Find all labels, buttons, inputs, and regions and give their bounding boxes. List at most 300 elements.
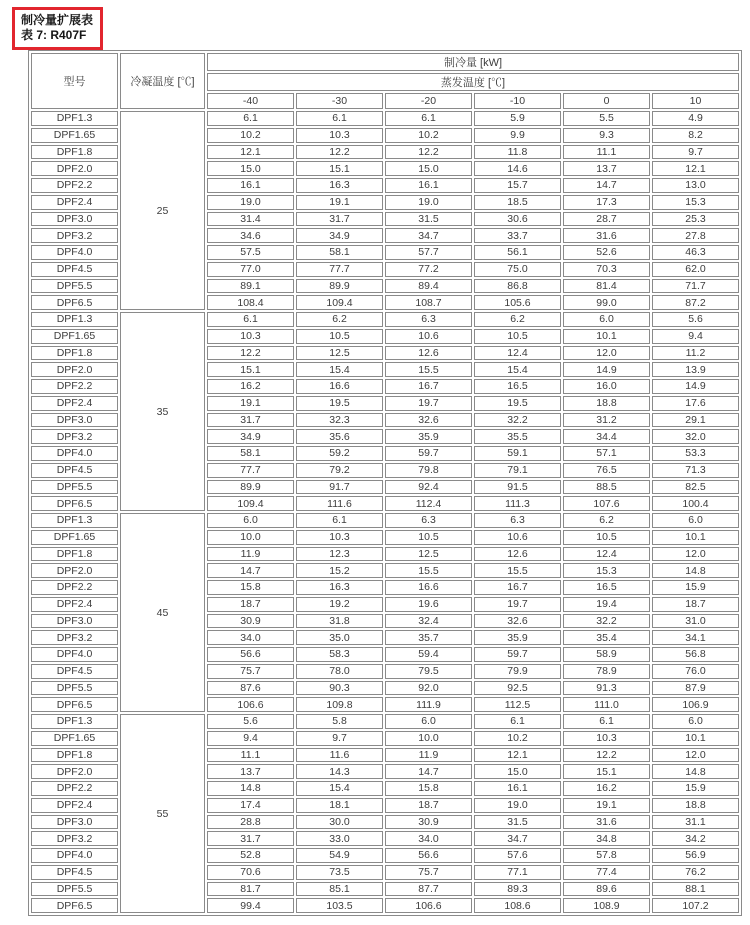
capacity-value-cell: 10.1 (563, 329, 650, 344)
capacity-value-cell: 16.2 (207, 379, 294, 394)
capacity-value-cell: 11.6 (296, 748, 383, 763)
capacity-value-cell: 15.1 (563, 764, 650, 779)
capacity-value-cell: 12.2 (296, 145, 383, 160)
capacity-value-cell: 25.3 (652, 212, 739, 227)
capacity-value-cell: 12.0 (652, 748, 739, 763)
capacity-value-cell: 16.5 (563, 580, 650, 595)
capacity-value-cell: 58.1 (207, 446, 294, 461)
capacity-value-cell: 14.7 (385, 764, 472, 779)
capacity-value-cell: 77.7 (296, 262, 383, 277)
capacity-value-cell: 31.7 (207, 831, 294, 846)
model-cell: DPF3.0 (31, 614, 118, 629)
model-cell: DPF3.2 (31, 429, 118, 444)
model-cell: DPF2.0 (31, 161, 118, 176)
capacity-value-cell: 10.5 (563, 530, 650, 545)
capacity-value-cell: 76.2 (652, 865, 739, 880)
capacity-value-cell: 108.7 (385, 295, 472, 310)
capacity-value-cell: 27.8 (652, 228, 739, 243)
capacity-value-cell: 9.9 (474, 128, 561, 143)
capacity-value-cell: 56.8 (652, 647, 739, 662)
capacity-value-cell: 10.0 (207, 530, 294, 545)
capacity-value-cell: 6.0 (385, 714, 472, 729)
capacity-value-cell: 13.7 (563, 161, 650, 176)
capacity-value-cell: 11.8 (474, 145, 561, 160)
capacity-value-cell: 89.9 (296, 279, 383, 294)
capacity-value-cell: 19.0 (385, 195, 472, 210)
capacity-value-cell: 32.2 (563, 614, 650, 629)
capacity-value-cell: 15.1 (207, 362, 294, 377)
capacity-value-cell: 19.6 (385, 597, 472, 612)
capacity-value-cell: 57.5 (207, 245, 294, 260)
model-cell: DPF3.0 (31, 413, 118, 428)
evap-temp-col-minus30: -30 (296, 93, 383, 109)
capacity-value-cell: 59.4 (385, 647, 472, 662)
capacity-value-cell: 111.9 (385, 697, 472, 712)
capacity-value-cell: 11.1 (207, 748, 294, 763)
capacity-value-cell: 89.4 (385, 279, 472, 294)
capacity-value-cell: 13.7 (207, 764, 294, 779)
capacity-value-cell: 10.5 (296, 329, 383, 344)
capacity-value-cell: 10.0 (385, 731, 472, 746)
model-cell: DPF2.4 (31, 798, 118, 813)
capacity-value-cell: 32.6 (385, 413, 472, 428)
capacity-value-cell: 81.4 (563, 279, 650, 294)
capacity-value-cell: 57.6 (474, 848, 561, 863)
capacity-value-cell: 31.5 (474, 815, 561, 830)
table-row (31, 111, 739, 126)
capacity-value-cell: 59.7 (474, 647, 561, 662)
capacity-value-cell: 81.7 (207, 882, 294, 897)
evap-temp-col-minus40: -40 (207, 93, 294, 109)
table-row (31, 714, 739, 729)
model-cell: DPF4.5 (31, 463, 118, 478)
capacity-header: 制冷量 [kW] (207, 53, 739, 71)
capacity-value-cell: 100.4 (652, 496, 739, 511)
capacity-value-cell: 31.6 (563, 228, 650, 243)
model-cell: DPF2.2 (31, 781, 118, 796)
capacity-value-cell: 17.4 (207, 798, 294, 813)
capacity-value-cell: 28.7 (563, 212, 650, 227)
capacity-value-cell: 79.2 (296, 463, 383, 478)
capacity-value-cell: 15.0 (385, 161, 472, 176)
capacity-value-cell: 10.2 (207, 128, 294, 143)
capacity-value-cell: 15.3 (652, 195, 739, 210)
model-cell: DPF5.5 (31, 480, 118, 495)
capacity-value-cell: 12.1 (652, 161, 739, 176)
capacity-value-cell: 12.5 (385, 547, 472, 562)
capacity-value-cell: 11.1 (563, 145, 650, 160)
capacity-value-cell: 31.5 (385, 212, 472, 227)
model-cell: DPF2.4 (31, 396, 118, 411)
capacity-value-cell: 13.9 (652, 362, 739, 377)
capacity-value-cell: 89.6 (563, 882, 650, 897)
capacity-value-cell: 34.9 (296, 228, 383, 243)
model-cell: DPF2.0 (31, 362, 118, 377)
capacity-value-cell: 15.9 (652, 580, 739, 595)
evap-temp-col-0: 0 (563, 93, 650, 109)
capacity-value-cell: 34.7 (474, 831, 561, 846)
capacity-value-cell: 11.9 (385, 748, 472, 763)
capacity-value-cell: 6.2 (563, 513, 650, 528)
model-cell: DPF4.0 (31, 446, 118, 461)
capacity-value-cell: 58.9 (563, 647, 650, 662)
model-cell: DPF4.5 (31, 664, 118, 679)
capacity-value-cell: 19.0 (474, 798, 561, 813)
capacity-value-cell: 79.9 (474, 664, 561, 679)
capacity-value-cell: 5.9 (474, 111, 561, 126)
capacity-value-cell: 89.9 (207, 480, 294, 495)
capacity-value-cell: 13.0 (652, 178, 739, 193)
capacity-value-cell: 108.4 (207, 295, 294, 310)
capacity-value-cell: 6.0 (652, 714, 739, 729)
capacity-value-cell: 31.2 (563, 413, 650, 428)
capacity-value-cell: 6.3 (474, 513, 561, 528)
capacity-value-cell: 91.5 (474, 480, 561, 495)
capacity-value-cell: 16.3 (296, 580, 383, 595)
capacity-value-cell: 108.9 (563, 898, 650, 913)
capacity-value-cell: 34.7 (385, 228, 472, 243)
capacity-value-cell: 71.3 (652, 463, 739, 478)
capacity-value-cell: 10.2 (385, 128, 472, 143)
capacity-value-cell: 12.6 (474, 547, 561, 562)
model-cell: DPF6.5 (31, 496, 118, 511)
capacity-value-cell: 106.6 (385, 898, 472, 913)
model-cell: DPF1.8 (31, 748, 118, 763)
condensing-temp-cell: 25 (120, 111, 205, 310)
capacity-value-cell: 33.7 (474, 228, 561, 243)
model-cell: DPF1.3 (31, 513, 118, 528)
capacity-value-cell: 19.7 (385, 396, 472, 411)
capacity-value-cell: 18.1 (296, 798, 383, 813)
model-cell: DPF1.65 (31, 731, 118, 746)
capacity-value-cell: 12.1 (474, 748, 561, 763)
capacity-value-cell: 15.8 (385, 781, 472, 796)
capacity-value-cell: 32.3 (296, 413, 383, 428)
capacity-value-cell: 16.2 (563, 781, 650, 796)
capacity-value-cell: 52.8 (207, 848, 294, 863)
capacity-value-cell: 15.5 (385, 563, 472, 578)
capacity-value-cell: 30.9 (207, 614, 294, 629)
capacity-value-cell: 17.3 (563, 195, 650, 210)
capacity-value-cell: 30.6 (474, 212, 561, 227)
capacity-value-cell: 31.8 (296, 614, 383, 629)
capacity-value-cell: 12.2 (207, 346, 294, 361)
page-title: 制冷量扩展表 (21, 13, 94, 27)
model-cell: DPF4.5 (31, 262, 118, 277)
capacity-value-cell: 35.0 (296, 630, 383, 645)
capacity-value-cell: 59.2 (296, 446, 383, 461)
capacity-value-cell: 6.1 (207, 312, 294, 327)
model-cell: DPF1.65 (31, 329, 118, 344)
capacity-value-cell: 15.0 (207, 161, 294, 176)
capacity-value-cell: 75.7 (385, 865, 472, 880)
capacity-value-cell: 16.0 (563, 379, 650, 394)
capacity-value-cell: 6.1 (474, 714, 561, 729)
capacity-value-cell: 6.1 (296, 111, 383, 126)
model-cell: DPF6.5 (31, 697, 118, 712)
capacity-value-cell: 91.7 (296, 480, 383, 495)
header-row-1 (31, 53, 739, 71)
capacity-value-cell: 6.2 (296, 312, 383, 327)
model-cell: DPF6.5 (31, 898, 118, 913)
capacity-value-cell: 106.9 (652, 697, 739, 712)
capacity-value-cell: 18.7 (385, 798, 472, 813)
capacity-value-cell: 88.1 (652, 882, 739, 897)
model-cell: DPF1.65 (31, 128, 118, 143)
evap-temp-col-10: 10 (652, 93, 739, 109)
capacity-value-cell: 62.0 (652, 262, 739, 277)
capacity-value-cell: 57.1 (563, 446, 650, 461)
capacity-value-cell: 10.3 (296, 128, 383, 143)
capacity-value-cell: 18.7 (207, 597, 294, 612)
model-cell: DPF1.65 (31, 530, 118, 545)
capacity-value-cell: 46.3 (652, 245, 739, 260)
model-cell: DPF5.5 (31, 681, 118, 696)
capacity-value-cell: 30.9 (385, 815, 472, 830)
capacity-value-cell: 10.2 (474, 731, 561, 746)
capacity-value-cell: 86.8 (474, 279, 561, 294)
capacity-value-cell: 35.5 (474, 429, 561, 444)
capacity-value-cell: 19.5 (474, 396, 561, 411)
capacity-value-cell: 19.0 (207, 195, 294, 210)
capacity-value-cell: 32.4 (385, 614, 472, 629)
model-cell: DPF4.0 (31, 848, 118, 863)
capacity-value-cell: 30.0 (296, 815, 383, 830)
capacity-value-cell: 19.5 (296, 396, 383, 411)
table-caption: 表 7: R407F (21, 28, 87, 42)
table-body (31, 111, 739, 913)
capacity-value-cell: 14.6 (474, 161, 561, 176)
capacity-value-cell: 19.1 (563, 798, 650, 813)
capacity-value-cell: 6.2 (474, 312, 561, 327)
evap-temp-col-minus10: -10 (474, 93, 561, 109)
capacity-value-cell: 16.3 (296, 178, 383, 193)
model-cell: DPF4.0 (31, 245, 118, 260)
capacity-value-cell: 5.5 (563, 111, 650, 126)
capacity-value-cell: 15.3 (563, 563, 650, 578)
capacity-value-cell: 91.3 (563, 681, 650, 696)
model-cell: DPF3.0 (31, 815, 118, 830)
capacity-value-cell: 9.4 (207, 731, 294, 746)
capacity-value-cell: 112.4 (385, 496, 472, 511)
capacity-value-cell: 6.0 (652, 513, 739, 528)
capacity-value-cell: 10.1 (652, 731, 739, 746)
capacity-value-cell: 32.2 (474, 413, 561, 428)
capacity-value-cell: 111.0 (563, 697, 650, 712)
capacity-value-cell: 29.1 (652, 413, 739, 428)
capacity-value-cell: 79.5 (385, 664, 472, 679)
capacity-value-cell: 79.1 (474, 463, 561, 478)
title-highlight-box (12, 7, 103, 50)
model-cell: DPF1.3 (31, 714, 118, 729)
capacity-value-cell: 11.2 (652, 346, 739, 361)
capacity-value-cell: 18.8 (563, 396, 650, 411)
capacity-value-cell: 92.5 (474, 681, 561, 696)
capacity-value-cell: 17.6 (652, 396, 739, 411)
condensing-temp-cell: 35 (120, 312, 205, 511)
model-cell: DPF3.2 (31, 228, 118, 243)
capacity-value-cell: 18.8 (652, 798, 739, 813)
model-cell: DPF4.5 (31, 865, 118, 880)
model-cell: DPF4.0 (31, 647, 118, 662)
capacity-value-cell: 109.4 (296, 295, 383, 310)
capacity-value-cell: 15.4 (474, 362, 561, 377)
capacity-value-cell: 11.9 (207, 547, 294, 562)
capacity-value-cell: 16.6 (296, 379, 383, 394)
model-cell: DPF3.2 (31, 831, 118, 846)
capacity-value-cell: 16.5 (474, 379, 561, 394)
capacity-value-cell: 16.7 (385, 379, 472, 394)
capacity-value-cell: 15.5 (385, 362, 472, 377)
capacity-value-cell: 92.4 (385, 480, 472, 495)
capacity-value-cell: 88.5 (563, 480, 650, 495)
model-cell: DPF5.5 (31, 279, 118, 294)
capacity-value-cell: 15.5 (474, 563, 561, 578)
capacity-value-cell: 35.6 (296, 429, 383, 444)
capacity-value-cell: 106.6 (207, 697, 294, 712)
capacity-value-cell: 57.8 (563, 848, 650, 863)
capacity-value-cell: 12.5 (296, 346, 383, 361)
capacity-value-cell: 87.7 (385, 882, 472, 897)
capacity-value-cell: 32.6 (474, 614, 561, 629)
capacity-value-cell: 56.1 (474, 245, 561, 260)
capacity-value-cell: 87.6 (207, 681, 294, 696)
capacity-value-cell: 34.0 (207, 630, 294, 645)
capacity-value-cell: 14.9 (563, 362, 650, 377)
capacity-value-cell: 111.6 (296, 496, 383, 511)
capacity-value-cell: 82.5 (652, 480, 739, 495)
capacity-value-cell: 14.7 (563, 178, 650, 193)
capacity-value-cell: 77.0 (207, 262, 294, 277)
capacity-value-cell: 76.0 (652, 664, 739, 679)
capacity-value-cell: 12.3 (296, 547, 383, 562)
capacity-value-cell: 58.1 (296, 245, 383, 260)
model-cell: DPF6.5 (31, 295, 118, 310)
capacity-value-cell: 77.2 (385, 262, 472, 277)
capacity-value-cell: 35.9 (474, 630, 561, 645)
model-cell: DPF2.4 (31, 195, 118, 210)
capacity-value-cell: 87.9 (652, 681, 739, 696)
capacity-value-cell: 34.8 (563, 831, 650, 846)
capacity-value-cell: 10.3 (563, 731, 650, 746)
capacity-value-cell: 89.1 (207, 279, 294, 294)
model-cell: DPF1.8 (31, 346, 118, 361)
condensing-temp-cell: 55 (120, 714, 205, 913)
capacity-value-cell: 78.9 (563, 664, 650, 679)
capacity-value-cell: 10.3 (207, 329, 294, 344)
table-header (31, 53, 739, 109)
capacity-value-cell: 6.3 (385, 513, 472, 528)
capacity-value-cell: 15.1 (296, 161, 383, 176)
table-row (31, 513, 739, 528)
capacity-value-cell: 70.3 (563, 262, 650, 277)
capacity-value-cell: 6.1 (207, 111, 294, 126)
capacity-value-cell: 34.1 (652, 630, 739, 645)
model-cell: DPF2.2 (31, 379, 118, 394)
capacity-value-cell: 10.5 (474, 329, 561, 344)
capacity-value-cell: 19.1 (207, 396, 294, 411)
capacity-value-cell: 71.7 (652, 279, 739, 294)
capacity-value-cell: 33.0 (296, 831, 383, 846)
capacity-value-cell: 56.6 (385, 848, 472, 863)
capacity-value-cell: 108.6 (474, 898, 561, 913)
capacity-value-cell: 70.6 (207, 865, 294, 880)
capacity-value-cell: 6.1 (563, 714, 650, 729)
model-cell: DPF3.0 (31, 212, 118, 227)
capacity-value-cell: 111.3 (474, 496, 561, 511)
capacity-value-cell: 15.2 (296, 563, 383, 578)
model-cell: DPF1.3 (31, 111, 118, 126)
capacity-value-cell: 14.9 (652, 379, 739, 394)
capacity-value-cell: 75.0 (474, 262, 561, 277)
capacity-value-cell: 18.5 (474, 195, 561, 210)
capacity-value-cell: 53.3 (652, 446, 739, 461)
capacity-value-cell: 76.5 (563, 463, 650, 478)
capacity-value-cell: 6.3 (385, 312, 472, 327)
capacity-value-cell: 14.8 (652, 764, 739, 779)
table-row (31, 312, 739, 327)
capacity-value-cell: 77.4 (563, 865, 650, 880)
capacity-value-cell: 15.9 (652, 781, 739, 796)
capacity-value-cell: 19.7 (474, 597, 561, 612)
capacity-value-cell: 32.0 (652, 429, 739, 444)
capacity-value-cell: 90.3 (296, 681, 383, 696)
cooling-capacity-table (28, 50, 742, 916)
capacity-value-cell: 10.5 (385, 530, 472, 545)
model-cell: DPF1.3 (31, 312, 118, 327)
capacity-value-cell: 99.4 (207, 898, 294, 913)
evaporating-temp-header: 蒸发温度 [℃] (207, 73, 739, 91)
capacity-value-cell: 8.2 (652, 128, 739, 143)
capacity-value-cell: 14.7 (207, 563, 294, 578)
capacity-value-cell: 59.1 (474, 446, 561, 461)
capacity-value-cell: 12.4 (474, 346, 561, 361)
capacity-value-cell: 92.0 (385, 681, 472, 696)
capacity-value-cell: 31.7 (296, 212, 383, 227)
capacity-value-cell: 15.4 (296, 781, 383, 796)
model-cell: DPF2.2 (31, 178, 118, 193)
capacity-value-cell: 18.7 (652, 597, 739, 612)
capacity-value-cell: 12.2 (563, 748, 650, 763)
capacity-value-cell: 9.7 (652, 145, 739, 160)
capacity-value-cell: 54.9 (296, 848, 383, 863)
capacity-value-cell: 19.1 (296, 195, 383, 210)
capacity-value-cell: 105.6 (474, 295, 561, 310)
capacity-value-cell: 6.0 (563, 312, 650, 327)
capacity-value-cell: 14.8 (207, 781, 294, 796)
capacity-value-cell: 12.1 (207, 145, 294, 160)
capacity-value-cell: 56.9 (652, 848, 739, 863)
capacity-value-cell: 28.8 (207, 815, 294, 830)
capacity-value-cell: 89.3 (474, 882, 561, 897)
capacity-value-cell: 34.2 (652, 831, 739, 846)
capacity-value-cell: 103.5 (296, 898, 383, 913)
capacity-value-cell: 59.7 (385, 446, 472, 461)
capacity-value-cell: 5.6 (652, 312, 739, 327)
capacity-value-cell: 87.2 (652, 295, 739, 310)
capacity-value-cell: 75.7 (207, 664, 294, 679)
capacity-value-cell: 15.0 (474, 764, 561, 779)
capacity-value-cell: 109.8 (296, 697, 383, 712)
capacity-value-cell: 16.1 (385, 178, 472, 193)
capacity-value-cell: 34.0 (385, 831, 472, 846)
capacity-value-cell: 14.3 (296, 764, 383, 779)
model-cell: DPF2.4 (31, 597, 118, 612)
capacity-value-cell: 6.1 (385, 111, 472, 126)
capacity-value-cell: 12.6 (385, 346, 472, 361)
capacity-value-cell: 79.8 (385, 463, 472, 478)
capacity-value-cell: 34.9 (207, 429, 294, 444)
